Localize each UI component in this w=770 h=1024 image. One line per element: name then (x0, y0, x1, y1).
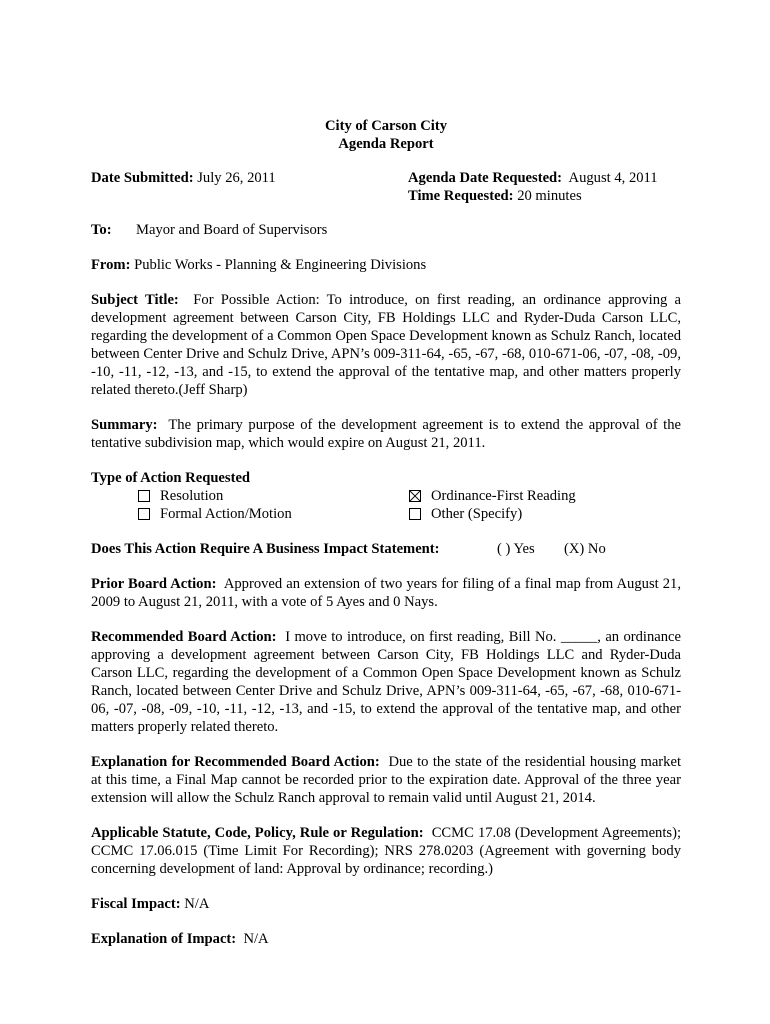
subject-label: Subject Title: (91, 292, 179, 308)
subject-title (91, 291, 681, 399)
applicable-statute (91, 824, 681, 878)
other-label: Other (Specify) (431, 506, 523, 522)
resolution-checkbox[interactable] (138, 490, 150, 502)
to-label: To: (91, 222, 112, 238)
document-title: City of Carson City (324, 118, 447, 134)
from-label: From: (91, 257, 131, 273)
from-value: Public Works - Planning & Engineering Divisions (134, 257, 427, 273)
explanation-of-impact (91, 930, 681, 948)
subject-text: For Possible Action: To introduce, on first reading, an ordinance approving a development agreement between Carson City, FB Holdings LLC and Ryder-Duda Carson LLC, regarding the development of a Common Open Space Development known as Schulz Ranch, located between Center Drive and Schulz Drive, APN’s 009-311-64, -65, -67, -68, 010-671-06, -07, -08, -09, -10, -11, -12, -13, and -15, to extend the approval of the tentative map, and other matters properly related thereto.(Jeff Sharp) (91, 292, 682, 398)
to-line (91, 221, 681, 239)
dates-section (91, 169, 681, 205)
impact-explanation-value: N/A (243, 931, 269, 947)
prior-action-text: Approved an extension of two years for filing of a final map from August 21, 2009 to August 21, 2011, with a vote of 5 Ayes and 0 Nays. (91, 576, 682, 610)
document-subtitle: Agenda Report (338, 136, 434, 152)
summary-label: Summary: (91, 417, 158, 433)
agenda-date-label: Agenda Date Requested: (408, 170, 563, 186)
option-ordinance-first-reading[interactable] (409, 487, 576, 505)
date-submitted (91, 169, 276, 187)
fiscal-impact-value: N/A (184, 896, 210, 912)
time-requested (408, 187, 658, 205)
fiscal-impact (91, 895, 681, 913)
explanation-recommended-action (91, 753, 681, 807)
prior-board-action (91, 575, 681, 611)
agenda-report-page (91, 117, 681, 965)
to-value: Mayor and Board of Supervisors (136, 222, 328, 238)
option-formal-action[interactable] (138, 505, 292, 523)
action-type-options (91, 487, 681, 523)
explanation-text: Due to the state of the residential housing market at this time, a Final Map cannot be recorded prior to the expiration date. Approval of the three year extension will allow the Schulz Ranch approval to remain valid until August 21, 2014. (91, 754, 681, 806)
formal-action-label: Formal Action/Motion (160, 506, 292, 522)
action-type-section (91, 469, 681, 523)
statute-label: Applicable Statute, Code, Policy, Rule or Regulation: (91, 825, 424, 841)
prior-action-label: Prior Board Action: (91, 576, 217, 592)
statute-text: CCMC 17.08 (Development Agreements); CCMC 17.06.015 (Time Limit For Recording); NRS 278.0203 (Agreement with governing body concerning development of land: Approval by ordinance; recording.) (91, 825, 681, 877)
business-impact-row (91, 540, 681, 558)
business-impact-yes[interactable]: ( ) Yes (497, 541, 535, 557)
explanation-label: Explanation for Recommended Board Action: (91, 754, 380, 770)
formal-action-checkbox[interactable] (138, 508, 150, 520)
other-checkbox[interactable] (409, 508, 421, 520)
from-line (91, 256, 681, 274)
action-type-label: Type of Action Requested (91, 470, 251, 486)
fiscal-impact-label: Fiscal Impact: (91, 896, 181, 912)
agenda-dates (408, 169, 658, 205)
date-submitted-label: Date Submitted: (91, 170, 194, 186)
recommended-board-action (91, 628, 681, 736)
ordinance-label: Ordinance-First Reading (431, 488, 576, 504)
option-other[interactable] (409, 505, 522, 523)
business-impact-question: Does This Action Require A Business Impact Statement: (91, 541, 440, 557)
summary-text: The primary purpose of the development agreement is to extend the approval of the tentative subdivision map, which would expire on August 21, 2011. (91, 417, 681, 451)
recommended-action-label: Recommended Board Action: (91, 629, 277, 645)
impact-explanation-label: Explanation of Impact: (91, 931, 237, 947)
date-submitted-value: July 26, 2011 (197, 170, 276, 186)
agenda-date-value: August 4, 2011 (568, 170, 658, 186)
time-requested-label: Time Requested: (408, 188, 514, 204)
ordinance-checkbox[interactable] (409, 490, 421, 502)
time-requested-value: 20 minutes (517, 188, 582, 204)
agenda-date-requested (408, 169, 658, 187)
option-resolution[interactable] (138, 487, 223, 505)
resolution-label: Resolution (160, 488, 224, 504)
recommended-action-text: I move to introduce, on first reading, Bill No. _____, an ordinance approving a development agreement between Carson City, FB Holdings LLC and Ryder-Duda Carson LLC, regarding the development of a Common Open Space Development known as Schulz Ranch, located between Center Drive and Schulz Drive, APN’s 009-311-64, -65, -67, -68, 010-671-06, -07, -08, -09, -10, -11, -12, -13, and -15, to extend the approval of the tentative map, and other matters properly related thereto. (91, 629, 681, 735)
summary (91, 416, 681, 452)
business-impact-no[interactable]: (X) No (564, 541, 606, 557)
